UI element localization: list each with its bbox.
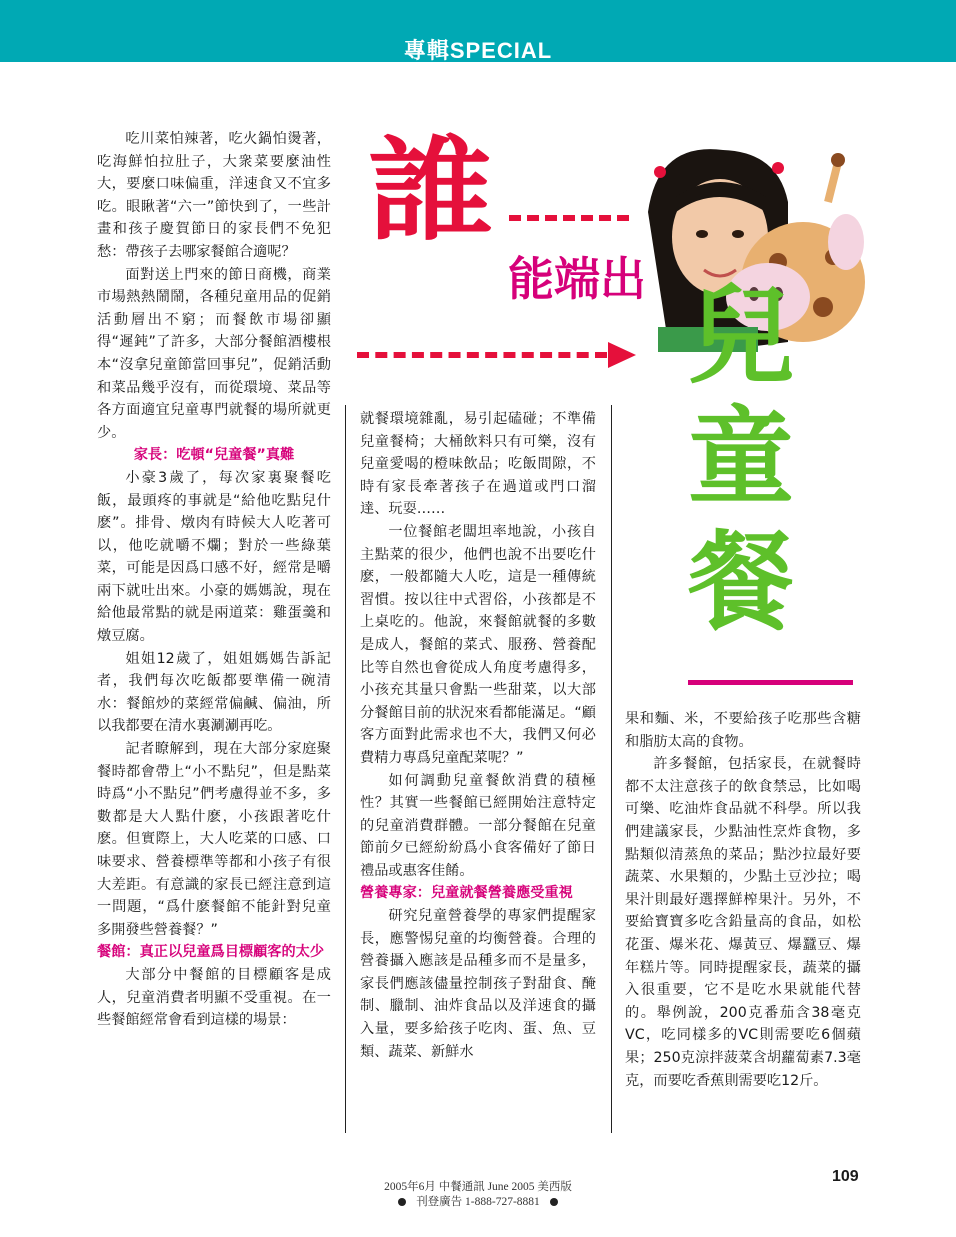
column-divider-1 <box>345 405 346 1133</box>
paragraph: 記者瞭解到，現在大部分家庭聚餐時都會帶上“小不點兒”，但是點菜時爲“小不點兒”們考慮得並不多，多數都是大人點什麽，小孩跟著吃什麽。但實際上，大人吃菜的口感、口味要求、營養標準等都和小孩子有很大差距。有意識的家長已經注意到這一問題，“爲什麽餐館不能針對兒童多開發些營養餐？” <box>97 741 331 938</box>
paragraph: 果和麵、米，不要給孩子吃那些含糖和脂肪太高的食物。 <box>625 711 861 750</box>
paragraph: 小豪3歲了，每次家裏聚餐吃飯，最頭疼的事就是“給他吃點兒什麽”。排骨、燉肉有時候大人吃著可以，他吃就嚼不爛；對於一些綠葉菜，可能是因爲口感不好，經常是嚼兩下就吐出來。小豪的媽媽說，現在給他最常點的就是兩道菜：雞蛋羹和燉豆腐。 <box>97 469 331 645</box>
article-column-2 <box>360 408 596 1063</box>
footer-publication: 2005年6月 中餐通訊 June 2005 美西版 <box>384 1181 572 1193</box>
section-title: 專輯SPECIAL <box>403 38 553 63</box>
paragraph: 許多餐館，包括家長，在就餐時都不太注意孩子的飲食禁忌，比如喝可樂、吃油炸食品就不科學。所以我們建議家長，少點油性烹炸食物，多點類似清蒸魚的菜品；點沙拉最好要蔬菜、水果類的，少點土豆沙拉；喝果汁則最好選擇鮮榨果汁。另外，不要給寶寶多吃含鉛量高的食品，如松花蛋、爆米花、爆黃豆、爆蠶豆、爆年糕片等。同時提醒家長，蔬菜的攝入很重要，它不是吃水果就能代替的。舉例說，200克番茄含38毫克VC，吃同樣多的VC則需要吃6個蘋果；250克涼拌菠菜含胡蘿蔔素7.3毫克，而要吃香蕉則需要吃12斤。 <box>625 756 861 1089</box>
bullet-icon <box>550 1198 558 1206</box>
headline-can-serve: 能端出 <box>508 252 646 306</box>
article-column-3 <box>625 708 861 1092</box>
paragraph: 研究兒童營養學的專家們提醒家長，應警惕兒童的均衡營養。合理的營養攝入應該是品種多而不是量多，家長們應該儘量控制孩子對甜食、醃制、臘制、油炸食品以及洋速食的攝入量，要多給孩子吃肉、蛋、魚、豆類、蔬菜、新鮮水 <box>360 908 596 1060</box>
headline-meal: 餐 <box>688 521 794 644</box>
paragraph: 吃川菜怕辣著，吃火鍋怕燙著，吃海鮮怕拉肚子，大衆菜要麼油性大，要麼口味偏重，洋速食又不宜多吃。眼瞅著“六一”節快到了，一些計畫和孩子慶賀節日的家長們不免犯愁：帶孩子去哪家餐館合適呢？ <box>97 131 331 260</box>
column-divider-2 <box>611 405 612 1133</box>
paragraph: 就餐環境雜亂，易引起磕碰；不準備兒童餐椅；大桶飲料只有可樂，沒有兒童愛喝的橙味飲品；吃飯間隙，不時有家長牽著孩子在過道或門口溜達、玩耍…… <box>360 411 596 518</box>
page-number: 109 <box>832 1168 859 1185</box>
paragraph: 一位餐館老闆坦率地說，小孩自主點菜的很少，他們也說不出要吃什麽，一般都隨大人吃，這是一種傳統習慣。按以往中式習俗，小孩都是不上桌吃的。他說，來餐館就餐的多數是成人，餐館的菜式、服務、營養配比等自然也會從成人角度考慮得多，小孩充其量只會點一些甜菜，以大部分餐館目前的狀況來看都能滿足。“顧客方面對此需求也不大，我們又何必費精力專爲兒童配菜呢？” <box>360 523 596 766</box>
subheading-parents: 家長：吃頓“兒童餐”真難 <box>133 447 295 464</box>
paragraph: 大部分中餐館的目標顧客是成人，兒童消費者明顯不受重視。在一些餐館經常會看到這樣的場景： <box>97 966 331 1029</box>
subheading-nutrition-experts: 營養專家：兒童就餐營養應受重視 <box>360 885 573 902</box>
headline-who: 誰 <box>368 126 494 256</box>
headline-child-2: 童 <box>688 396 794 519</box>
headline-dash-2 <box>357 352 607 358</box>
footer-ad-line <box>0 1193 956 1209</box>
headline-child-1: 兒 <box>688 275 794 398</box>
arrow-icon <box>608 342 636 368</box>
headline-underline <box>688 680 853 685</box>
subheading-restaurants: 餐館：真正以兒童爲目標顧客的太少 <box>97 944 325 961</box>
footer-ad-text: 刊登廣告 1-888-727-8881 <box>416 1196 540 1208</box>
paragraph: 姐姐12歲了，姐姐媽媽告訴記者，我們每次吃飯都要準備一碗清水：餐館炒的菜經常偏鹹、偏油，所以我都要在清水裏涮涮再吃。 <box>97 650 331 735</box>
article-column-1 <box>97 128 331 1032</box>
bullet-icon <box>398 1198 406 1206</box>
paragraph: 如何調動兒童餐飲消費的積極性？其實一些餐館已經開始注意特定的兒童消費群體。一部分餐館在兒童節前夕已經紛紛爲小食客備好了節日禮品或惠客佳餚。 <box>360 772 596 879</box>
headline-dash-1 <box>509 215 629 221</box>
paragraph: 面對送上門來的節日商機，商業市場熱熱鬧鬧，各種兒童用品的促銷活動層出不窮；而餐飲市場卻顯得“遲鈍”了許多，大部分餐館酒樓根本“沒拿兒童節當回事兒”，促銷活動和菜品幾乎沒有，而從環境、菜品等各方面適宜兒童專門就餐的場所就更少。 <box>97 266 331 441</box>
